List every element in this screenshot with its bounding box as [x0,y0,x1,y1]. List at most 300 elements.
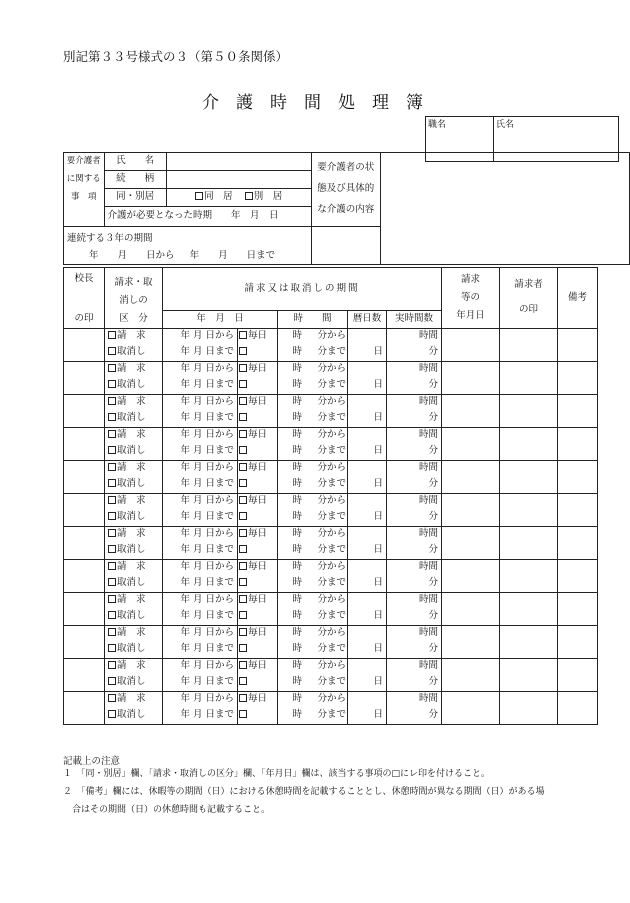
daily-option[interactable] [238,625,278,642]
time-to-minute: 分まで [317,511,346,523]
request-checkbox[interactable] [108,397,116,405]
request-option[interactable] [105,361,163,378]
request-option[interactable] [105,460,163,477]
daily-label: 毎日 [248,627,268,639]
date-from[interactable]: 年 月 日から [163,658,238,675]
cancel-option[interactable] [105,345,163,362]
date-from[interactable]: 年 月 日から [163,460,238,477]
time-to-hour: 時 [292,412,302,424]
claim-date-cell[interactable] [442,658,500,691]
time-from-minute: 分から [317,363,346,375]
time-to-minute: 分まで [317,412,346,424]
hours-cell[interactable]: 時間 [387,460,442,477]
cancel-checkbox[interactable] [108,644,116,652]
daily-checkbox[interactable] [239,529,247,537]
time-from[interactable] [278,658,348,675]
principal-seal-cell[interactable] [64,658,105,691]
subject-label-1: 要介護者 [64,153,105,171]
date-from[interactable]: 年 月 日から [163,328,238,345]
time-from-hour: 時 [292,528,302,540]
continuous-to: 年 月 日まで [189,250,276,262]
time-from-hour: 時 [292,693,302,705]
single-day-option[interactable] [238,477,278,494]
days-cell[interactable] [348,559,387,576]
cohabit-separate-checkbox[interactable] [245,192,253,200]
claim-date-cell[interactable] [442,427,500,460]
need-period-label: 介護が必要となった時期 年 月 日 [107,210,279,222]
single-day-checkbox[interactable] [239,611,247,619]
request-option[interactable] [105,427,163,444]
remarks-cell[interactable] [558,493,598,526]
request-checkbox[interactable] [108,496,116,504]
time-from-hour: 時 [292,495,302,507]
daily-checkbox[interactable] [239,628,247,636]
cancel-label: 取消し [117,709,146,721]
time-to-hour: 時 [292,676,302,688]
single-day-checkbox[interactable] [239,413,247,421]
time-from[interactable] [278,559,348,576]
claimant-seal-cell[interactable] [500,394,558,427]
single-day-option[interactable] [238,576,278,593]
remarks-cell[interactable] [558,691,598,724]
request-label: 請 求 [117,495,146,507]
request-label: 請 求 [117,462,146,474]
cancel-checkbox[interactable] [108,512,116,520]
remarks-cell[interactable] [558,427,598,460]
claimant-seal-cell[interactable] [500,625,558,658]
claimant-seal-cell[interactable] [500,592,558,625]
cancel-checkbox[interactable] [108,479,116,487]
principal-seal-header-1: 校長 [64,268,105,311]
care-name-field[interactable] [166,153,311,171]
claim-date-header-3: 年月日 [456,309,485,321]
single-day-checkbox[interactable] [239,380,247,388]
hours-cell[interactable]: 時間 [387,526,442,543]
ledger-row-request [64,526,598,543]
cancel-option[interactable] [105,477,163,494]
cancel-option[interactable] [105,543,163,560]
cancel-checkbox[interactable] [108,710,116,718]
request-label: 請 求 [117,330,146,342]
single-day-checkbox[interactable] [239,446,247,454]
claim-date-cell[interactable] [442,361,500,394]
days-cell[interactable] [348,427,387,444]
claim-date-header-1: 請求 [460,273,480,285]
hours-cell[interactable]: 時間 [387,658,442,675]
daily-option[interactable] [238,493,278,510]
daily-option[interactable] [238,526,278,543]
principal-seal-header-2: の印 [64,310,105,328]
time-from[interactable] [278,427,348,444]
daily-option[interactable] [238,460,278,477]
days-cell[interactable] [348,658,387,675]
hours-cell[interactable]: 時間 [387,493,442,510]
time-from[interactable] [278,625,348,642]
date-from[interactable]: 年 月 日から [163,625,238,642]
time-to[interactable] [278,510,348,527]
remarks-cell[interactable] [558,460,598,493]
hours-cell[interactable]: 時間 [387,559,442,576]
time-to[interactable] [278,543,348,560]
single-day-checkbox[interactable] [239,578,247,586]
remarks-cell[interactable] [558,526,598,559]
cancel-option[interactable] [105,576,163,593]
request-checkbox[interactable] [108,463,116,471]
hours-cell[interactable]: 時間 [387,361,442,378]
date-from[interactable]: 年 月 日から [163,559,238,576]
remarks-cell[interactable] [558,658,598,691]
single-day-checkbox[interactable] [239,347,247,355]
days-cell[interactable] [348,493,387,510]
minutes-unit: 分 [387,609,442,626]
single-day-option[interactable] [238,708,278,725]
principal-seal-cell[interactable] [64,559,105,592]
request-checkbox[interactable] [108,595,116,603]
cancel-option[interactable] [105,609,163,626]
date-from[interactable]: 年 月 日から [163,427,238,444]
days-cell[interactable] [348,328,387,345]
time-to[interactable] [278,675,348,692]
ledger-row-request [64,592,598,609]
date-to[interactable]: 年 月 日まで [163,378,238,395]
daily-label: 毎日 [248,396,268,408]
date-to[interactable]: 年 月 日まで [163,345,238,362]
single-day-checkbox[interactable] [239,710,247,718]
time-to[interactable] [278,411,348,428]
daily-checkbox[interactable] [239,496,247,504]
care-state-label [311,153,380,227]
date-from[interactable]: 年 月 日から [163,361,238,378]
claimant-seal-cell[interactable] [500,328,558,361]
hours-cell[interactable]: 時間 [387,427,442,444]
request-label: 請 求 [117,594,146,606]
note-item-2: ２ 「備考」欄には、休暇等の期間（日）における休憩時間を記載することとし、休憩時間が異なる期間（日）がある場 [63,787,545,797]
claim-date-cell[interactable] [442,559,500,592]
claimant-seal-cell[interactable] [500,493,558,526]
time-from-hour: 時 [292,330,302,342]
single-day-option[interactable] [238,543,278,560]
daily-checkbox[interactable] [239,661,247,669]
single-day-option[interactable] [238,675,278,692]
minutes-unit: 分 [387,378,442,395]
time-to-minute: 分まで [317,610,346,622]
daily-option[interactable] [238,691,278,708]
claim-date-header-2: 等の [460,291,480,303]
daily-checkbox[interactable] [239,430,247,438]
claimant-seal-cell[interactable] [500,460,558,493]
time-to[interactable] [278,345,348,362]
minutes-unit: 分 [387,510,442,527]
daily-checkbox[interactable] [239,331,247,339]
cancel-option[interactable] [105,510,163,527]
time-from[interactable] [278,691,348,708]
claimant-seal-cell[interactable] [500,658,558,691]
ledger-row-request [64,361,598,378]
time-from[interactable] [278,361,348,378]
single-day-checkbox[interactable] [239,479,247,487]
daily-option[interactable] [238,427,278,444]
time-from[interactable] [278,592,348,609]
request-option[interactable] [105,559,163,576]
days-unit: 日 [348,642,387,659]
ledger-row-request [64,559,598,576]
cancel-checkbox[interactable] [108,578,116,586]
need-period-field[interactable] [104,207,311,227]
date-to[interactable]: 年 月 日まで [163,675,238,692]
time-col-header: 時 間 [278,310,348,328]
claim-date-cell[interactable] [442,526,500,559]
request-option[interactable] [105,691,163,708]
principal-seal-cell[interactable] [64,394,105,427]
cohabit-same-label: 同 居 [204,191,233,203]
daily-checkbox[interactable] [239,694,247,702]
note-item-3: 合はその期間（日）の休憩時間も記載すること。 [63,805,271,815]
cancel-checkbox[interactable] [108,545,116,553]
days-unit: 日 [348,576,387,593]
cancel-option[interactable] [105,444,163,461]
principal-seal-cell[interactable] [64,328,105,361]
daily-checkbox[interactable] [239,397,247,405]
request-option[interactable] [105,394,163,411]
time-from[interactable] [278,394,348,411]
days-unit: 日 [348,444,387,461]
hours-cell[interactable]: 時間 [387,592,442,609]
request-checkbox[interactable] [108,364,116,372]
cancel-checkbox[interactable] [108,677,116,685]
date-from[interactable]: 年 月 日から [163,691,238,708]
days-cell[interactable] [348,460,387,477]
time-to[interactable] [278,609,348,626]
date-to[interactable]: 年 月 日まで [163,510,238,527]
minutes-unit: 分 [387,543,442,560]
date-to[interactable]: 年 月 日まで [163,543,238,560]
principal-seal-cell[interactable] [64,493,105,526]
time-from-minute: 分から [317,429,346,441]
hours-cell[interactable]: 時間 [387,691,442,708]
days-cell[interactable] [348,592,387,609]
daily-option[interactable] [238,328,278,345]
remarks-cell[interactable] [558,394,598,427]
claim-date-cell[interactable] [442,328,500,361]
time-from[interactable] [278,493,348,510]
daily-label: 毎日 [248,660,268,672]
claimant-seal-header [500,268,558,329]
date-from[interactable]: 年 月 日から [163,394,238,411]
remarks-cell[interactable] [558,625,598,658]
date-from[interactable]: 年 月 日から [163,592,238,609]
request-checkbox[interactable] [108,661,116,669]
request-option[interactable] [105,328,163,345]
time-to[interactable] [278,576,348,593]
cancel-checkbox[interactable] [108,611,116,619]
single-day-option[interactable] [238,378,278,395]
date-to[interactable]: 年 月 日まで [163,642,238,659]
single-day-option[interactable] [238,510,278,527]
days-unit: 日 [348,510,387,527]
daily-checkbox[interactable] [239,364,247,372]
time-from-minute: 分から [317,495,346,507]
principal-seal-cell[interactable] [64,361,105,394]
claimant-seal-cell[interactable] [500,427,558,460]
claimant-seal-cell[interactable] [500,559,558,592]
cancel-checkbox[interactable] [108,347,116,355]
time-to-hour: 時 [292,610,302,622]
daily-option[interactable] [238,592,278,609]
request-option[interactable] [105,493,163,510]
cancel-checkbox[interactable] [108,380,116,388]
notes-heading: 記載上の注意 [63,756,121,767]
date-to[interactable]: 年 月 日まで [163,576,238,593]
minutes-unit: 分 [387,411,442,428]
ledger-row-request [64,691,598,708]
claimant-seal-cell[interactable] [500,526,558,559]
time-to-hour: 時 [292,346,302,358]
claim-date-cell[interactable] [442,493,500,526]
single-day-checkbox[interactable] [239,644,247,652]
daily-option[interactable] [238,658,278,675]
request-option[interactable] [105,592,163,609]
continuous-label: 連続する３年の期間 [67,233,153,244]
hours-col-header: 実時間数 [387,310,442,328]
time-to[interactable] [278,378,348,395]
cancel-option[interactable] [105,411,163,428]
principal-seal-cell[interactable] [64,691,105,724]
remarks-cell[interactable] [558,361,598,394]
remarks-cell[interactable] [558,559,598,592]
hours-cell[interactable]: 時間 [387,394,442,411]
days-cell[interactable] [348,625,387,642]
time-to-minute: 分まで [317,544,346,556]
time-to[interactable] [278,708,348,725]
cancel-label: 取消し [117,412,146,424]
daily-label: 毎日 [248,330,268,342]
request-checkbox[interactable] [108,628,116,636]
request-checkbox[interactable] [108,331,116,339]
claimant-seal-cell[interactable] [500,361,558,394]
days-cell[interactable] [348,361,387,378]
time-from-minute: 分から [317,396,346,408]
time-to-minute: 分まで [317,346,346,358]
daily-checkbox[interactable] [239,595,247,603]
date-from[interactable]: 年 月 日から [163,526,238,543]
claim-date-cell[interactable] [442,691,500,724]
days-cell[interactable] [348,691,387,708]
request-label: 請 求 [117,528,146,540]
cancel-label: 取消し [117,379,146,391]
time-to[interactable] [278,477,348,494]
date-to[interactable]: 年 月 日まで [163,708,238,725]
claim-date-cell[interactable] [442,394,500,427]
single-day-option[interactable] [238,345,278,362]
principal-seal-cell[interactable] [64,427,105,460]
cancel-option[interactable] [105,708,163,725]
cancel-label: 取消し [117,643,146,655]
single-day-option[interactable] [238,411,278,428]
time-from[interactable] [278,460,348,477]
time-from-hour: 時 [292,363,302,375]
time-to-minute: 分まで [317,643,346,655]
request-option[interactable] [105,658,163,675]
request-checkbox[interactable] [108,694,116,702]
single-day-option[interactable] [238,642,278,659]
days-cell[interactable] [348,394,387,411]
state-label-3: な介護の内容 [317,203,375,215]
state-label-1: 要介護者の状 [317,162,375,174]
single-day-checkbox[interactable] [239,512,247,520]
date-from[interactable]: 年 月 日から [163,493,238,510]
relation-field[interactable] [166,171,311,189]
principal-seal-cell[interactable] [64,460,105,493]
cancel-label: 取消し [117,544,146,556]
hours-cell[interactable]: 時間 [387,328,442,345]
cancel-checkbox[interactable] [108,413,116,421]
daily-option[interactable] [238,559,278,576]
hours-cell[interactable]: 時間 [387,625,442,642]
request-checkbox[interactable] [108,430,116,438]
days-unit: 日 [348,708,387,725]
request-label: 請 求 [117,363,146,375]
daily-checkbox[interactable] [239,562,247,570]
care-info-table [63,152,630,265]
period-header: 請求又は取消しの期間 [163,268,442,311]
remarks-cell[interactable] [558,592,598,625]
time-from[interactable] [278,328,348,345]
cancel-option[interactable] [105,642,163,659]
cancel-option[interactable] [105,675,163,692]
date-to[interactable]: 年 月 日まで [163,477,238,494]
principal-seal-cell[interactable] [64,526,105,559]
care-state-field[interactable] [380,153,629,265]
single-day-option[interactable] [238,609,278,626]
single-day-option[interactable] [238,444,278,461]
request-checkbox[interactable] [108,562,116,570]
daily-label: 毎日 [248,594,268,606]
time-to[interactable] [278,642,348,659]
daily-option[interactable] [238,361,278,378]
remarks-cell[interactable] [558,328,598,361]
cancel-checkbox[interactable] [108,446,116,454]
time-from[interactable] [278,526,348,543]
daily-option[interactable] [238,394,278,411]
claim-date-cell[interactable] [442,460,500,493]
date-to[interactable]: 年 月 日まで [163,609,238,626]
ledger-body [64,328,598,724]
cancel-option[interactable] [105,378,163,395]
days-cell[interactable] [348,526,387,543]
principal-seal-cell[interactable] [64,592,105,625]
subject-label-3: 事 項 [64,189,105,207]
time-to-hour: 時 [292,544,302,556]
request-option[interactable] [105,625,163,642]
time-to[interactable] [278,444,348,461]
cancel-label: 取消し [117,577,146,589]
request-option[interactable] [105,526,163,543]
claim-date-cell[interactable] [442,625,500,658]
daily-checkbox[interactable] [239,463,247,471]
single-day-checkbox[interactable] [239,545,247,553]
date-to[interactable]: 年 月 日まで [163,444,238,461]
time-from-hour: 時 [292,429,302,441]
date-to[interactable]: 年 月 日まで [163,411,238,428]
single-day-checkbox[interactable] [239,677,247,685]
request-checkbox[interactable] [108,529,116,537]
claimant-seal-cell[interactable] [500,691,558,724]
principal-seal-cell[interactable] [64,625,105,658]
cohabit-same-checkbox[interactable] [195,192,203,200]
claim-date-cell[interactable] [442,592,500,625]
time-to-hour: 時 [292,379,302,391]
continuous-period-field[interactable] [64,227,312,265]
